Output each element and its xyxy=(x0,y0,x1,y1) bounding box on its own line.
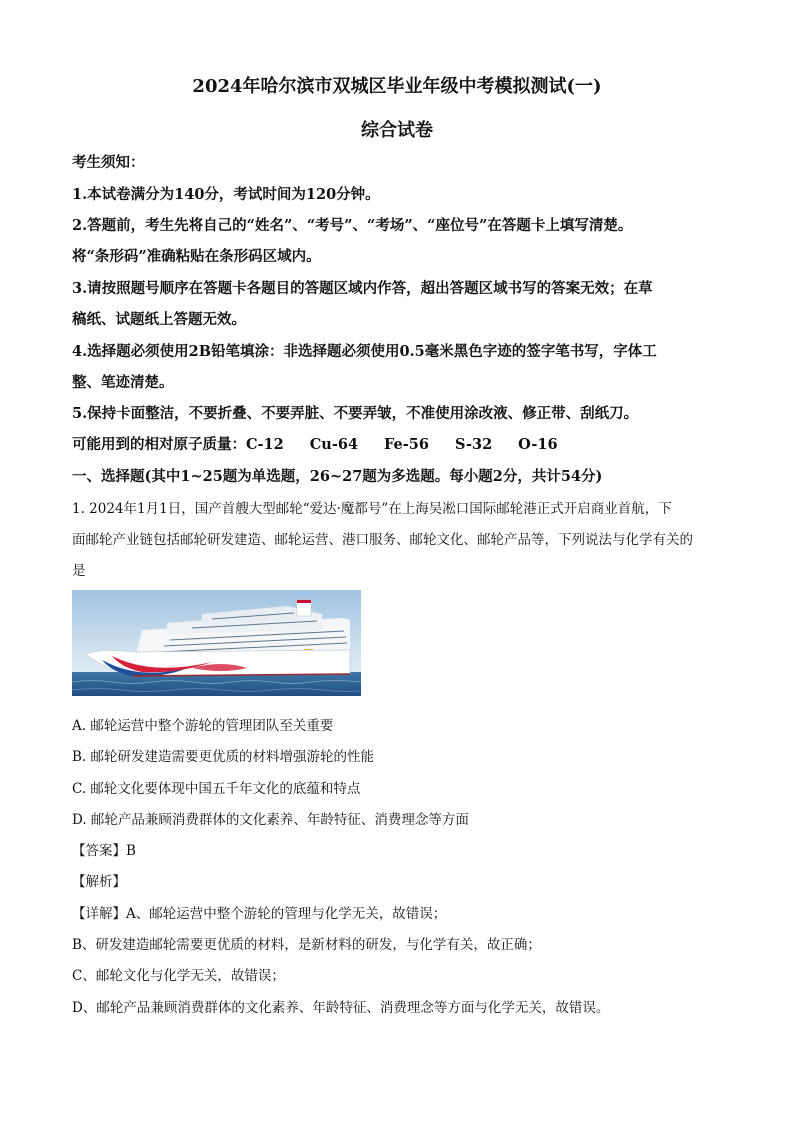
answer-label: 【答案】 xyxy=(72,843,126,859)
atomic-label: 可能用到的相对原子质量： xyxy=(72,436,246,453)
atomic-mass: S-32 xyxy=(454,436,493,453)
detail-label: 【详解】 xyxy=(72,906,126,922)
exam-title: 2024年哈尔滨市双城区毕业年级中考模拟测试(一) xyxy=(192,76,602,97)
answer-value: B xyxy=(126,843,136,859)
atomic-mass: Cu-64 xyxy=(309,436,359,453)
question-stem-line: 面邮轮产业链包括邮轮研发建造、邮轮运营、港口服务、邮轮文化、邮轮产品等，下列说法与化学有关的 xyxy=(72,532,693,548)
atomic-mass: C-12 xyxy=(246,436,284,453)
option-b: B. 邮轮研发建造需要更优质的材料增强游轮的性能 xyxy=(72,749,375,765)
notice-item: 5.保持卡面整洁，不要折叠、不要弄脏、不要弄皱，不准使用涂改液、修正带、刮纸刀。 xyxy=(72,405,639,422)
atomic-masses xyxy=(72,433,584,454)
notice-item: 3.请按照题号顺序在答题卡各题目的答题区域内作答，超出答题区域书写的答案无效；在草 xyxy=(72,280,653,297)
section-heading: 一、选择题(其中1~25题为单选题，26~27题为多选题。每小题2分，共计54分) xyxy=(72,468,603,485)
detail-text: A、邮轮运营中整个游轮的管理与化学无关，故错误； xyxy=(126,906,447,922)
detail-line: B、研发建造邮轮需要更优质的材料，是新材料的研发，与化学有关，故正确； xyxy=(72,937,541,953)
question-stem-line: 是 xyxy=(72,563,86,579)
notice-item: 将“条形码”准确粘贴在条形码区域内。 xyxy=(72,248,321,265)
answer-line xyxy=(72,839,136,859)
question-stem-line: 1. 2024年1月1日，国产首艘大型邮轮“爱达·魔都号”在上海吴凇口国际邮轮港正式开启商业首航，下 xyxy=(72,501,672,517)
option-c: C. 邮轮文化要体现中国五千年文化的底蕴和特点 xyxy=(72,781,361,797)
notice-item: 1.本试卷满分为140分，考试时间为120分钟。 xyxy=(72,186,380,203)
atomic-mass: O-16 xyxy=(518,436,558,453)
option-a: A. 邮轮运营中整个游轮的管理团队至关重要 xyxy=(72,718,334,734)
detail-line xyxy=(72,902,446,922)
notice-item: 稿纸、试题纸上答题无效。 xyxy=(72,311,246,328)
detail-line: D、邮轮产品兼顾消费群体的文化素养、年龄特征、消费理念等方面与化学无关，故错误。 xyxy=(72,1000,610,1016)
notice-heading: 考生须知： xyxy=(72,154,145,171)
atomic-mass: Fe-56 xyxy=(384,436,429,453)
notice-item: 整、笔迹清楚。 xyxy=(72,374,174,391)
option-d: D. 邮轮产品兼顾消费群体的文化素养、年龄特征、消费理念等方面 xyxy=(72,812,469,828)
exam-subtitle: 综合试卷 xyxy=(361,120,433,141)
notice-item: 4.选择题必须使用2B铅笔填涂：非选择题必须使用0.5毫米黑色字迹的签字笔书写，字体工 xyxy=(72,343,657,360)
notice-item: 2.答题前，考生先将自己的“姓名”、“考号”、“考场”、“座位号”在答题卡上填写清楚。 xyxy=(72,217,633,234)
detail-line: C、邮轮文化与化学无关，故错误； xyxy=(72,968,285,984)
cruise-ship-photo xyxy=(72,590,361,696)
analysis-label: 【解析】 xyxy=(72,874,126,890)
